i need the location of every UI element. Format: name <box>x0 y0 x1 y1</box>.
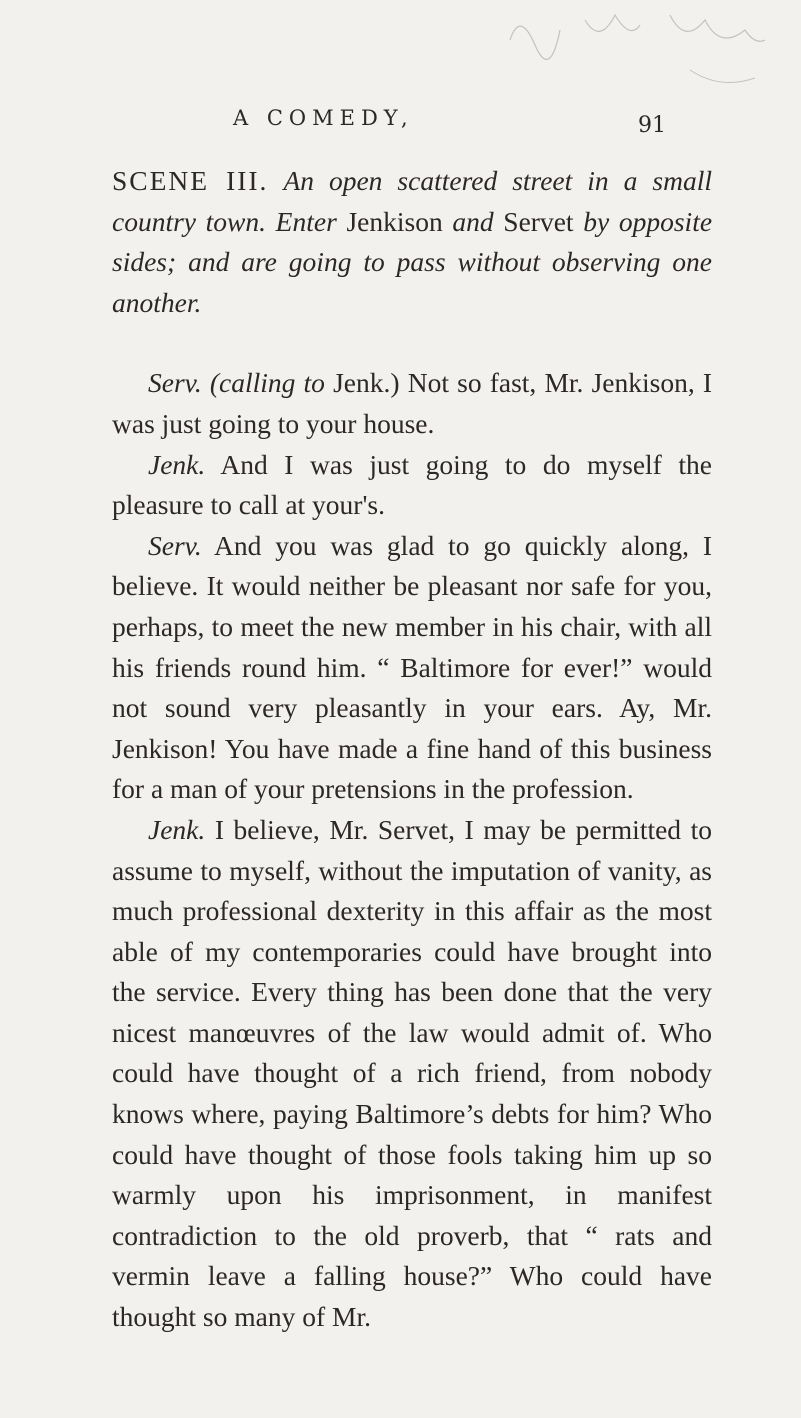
stage-direction: and <box>452 205 494 237</box>
dialogue-line <box>112 810 712 1338</box>
speaker-name: Serv. <box>148 367 202 399</box>
character-name: Servet <box>503 205 574 237</box>
pencil-scribble-marks <box>490 0 770 90</box>
dialogue-text: And you was glad to go quickly along, I believe. It would neither be pleasant nor safe for you, perhaps, to meet the new member in his chair, with all his friends round him. “ Baltimore for ever!” would not sound very pleasantly in your ears. Ay, Mr. Jenkison! You have made a fine hand of this business for a man of your pretensions in the profession. <box>112 529 712 805</box>
body-text <box>112 161 712 1338</box>
speaker-name: Serv. <box>148 529 202 561</box>
stage-direction: An open scattered street in a small country town. Enter <box>112 165 712 237</box>
character-name: Jenkison <box>346 205 443 237</box>
running-title: A COMEDY, <box>233 106 414 130</box>
scene-heading: SCENE III. <box>112 165 269 196</box>
dialogue-line <box>112 363 712 444</box>
speaker-name: Jenk. <box>148 448 206 480</box>
dialogue-line <box>112 445 712 526</box>
speaker-name: Jenk. <box>148 813 206 845</box>
dialogue-text: And I was just going to do myself the pleasure to call at your's. <box>112 448 712 521</box>
stage-direction-close: ) <box>390 367 400 399</box>
stage-direction: (calling to <box>209 367 325 399</box>
stage-direction: by opposite sides; and are going to pass without observing one another. <box>112 205 713 318</box>
scene-heading-paragraph <box>112 161 712 323</box>
dialogue-line <box>112 526 712 810</box>
character-name: Jenk. <box>333 367 391 399</box>
dialogue-text: I believe, Mr. Servet, I may be permitted to assume to myself, without the imputation of vanity, as much professional dexterity in this affair as the most able of my contemporaries could have brought into the service. Every thing has been done that the very nicest manœuvres of the law would admit of. Who could have thought of a rich friend, from nobody knows where, paying Baltimore’s debts for him? Who could have thought of those fools taking him up so warmly upon his imprisonment, in manifest contradiction to the old proverb, that “ rats and vermin leave a falling house?” Who could have thought so many of Mr. <box>112 813 713 1333</box>
dialogue-text: Not so fast, Mr. Jenkison, I was just going to your house. <box>112 367 712 439</box>
page-number: 91 <box>638 113 666 138</box>
